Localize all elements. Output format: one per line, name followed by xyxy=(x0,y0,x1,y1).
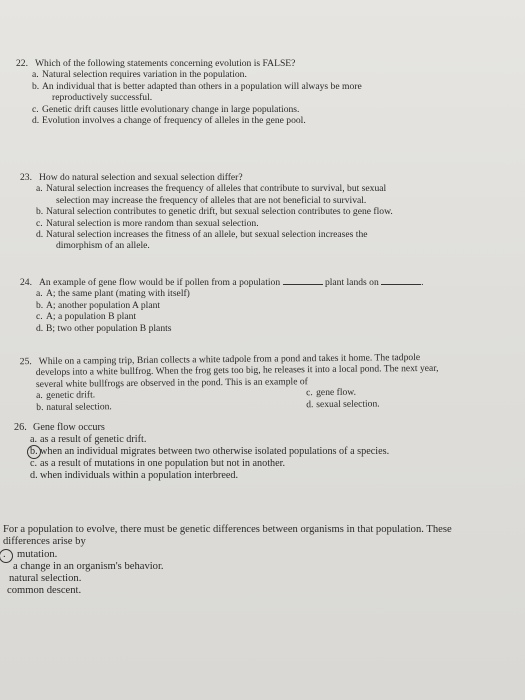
option-a[interactable]: a. Natural selection requires variation in the population. xyxy=(32,69,247,81)
option-a[interactable]: a. A; the same plant (mating with itself) xyxy=(36,288,190,300)
option-d[interactable]: d. sexual selection. xyxy=(306,398,380,410)
option-b[interactable]: b. when an individual migrates between two otherwise isolated populations of a species. xyxy=(14,446,389,458)
question-number: 25. xyxy=(19,356,32,368)
question-stem-part1: An example of gene flow would be if pollen from a population xyxy=(39,277,281,288)
option-d[interactable]: d. when individuals within a population interbreed. xyxy=(30,470,239,481)
option-c[interactable]: c. A; a population B plant xyxy=(36,311,137,323)
option-a[interactable]: a. as a result of genetic drift. xyxy=(30,434,147,445)
answer-blank-2[interactable] xyxy=(381,276,421,285)
question-27 xyxy=(3,524,452,598)
question-24: 24. An example of gene flow would be if pollen from a population plant lands on . a. A; the same plant (mating with itself) b. A; another population A plant c. A; a population B plant d. B; two other population B plants xyxy=(20,277,424,334)
option-a[interactable]: . mutation. xyxy=(3,549,452,561)
answer-blank-1[interactable] xyxy=(283,276,323,285)
option-b[interactable]: a change in an organism's behavior. xyxy=(13,560,164,572)
option-c[interactable]: c. as a result of mutations in one population but not in another. xyxy=(30,458,286,469)
option-b[interactable]: b. A; another population A plant xyxy=(36,299,161,311)
option-a[interactable]: a. Natural selection increases the frequency of alleles that contribute to survival, but sexual xyxy=(36,183,387,195)
question-stem-line-2: develops into a white bullfrog. When the frog gets too big, he releases it into a local pond. The next year, xyxy=(35,363,439,379)
answer-circle-mark xyxy=(0,549,13,563)
question-stem: Gene flow occurs xyxy=(33,422,105,433)
option-c[interactable]: c. Natural selection is more random than sexual selection. xyxy=(36,217,259,229)
option-d[interactable]: d. B; two other population B plants xyxy=(36,322,172,334)
question-23 xyxy=(20,172,393,252)
option-b[interactable]: b. Natural selection contributes to genetic drift, but sexual selection contributes to gene flow. xyxy=(36,206,393,218)
option-a-continued: selection may increase the frequency of alleles that are not beneficial to survival. xyxy=(56,194,367,206)
option-d-continued: dimorphism of an allele. xyxy=(56,240,150,252)
option-c[interactable]: c. gene flow. xyxy=(306,386,357,399)
option-c[interactable]: c. Genetic drift causes little evolutionary change in large populations. xyxy=(32,103,300,115)
question-stem-line-1: For a population to evolve, there must be genetic differences between organisms in that population. These xyxy=(3,524,452,535)
question-number: 26. xyxy=(14,422,27,433)
option-a[interactable]: a. genetic drift. xyxy=(36,389,96,402)
question-stem-line-2: differences arise by xyxy=(3,536,86,548)
option-b[interactable]: b. natural selection. xyxy=(36,400,112,413)
question-number: 23. xyxy=(20,172,32,183)
question-stem-part2: plant lands on xyxy=(324,277,379,288)
question-stem-line-1: While on a camping trip, Brian collects a white tadpole from a pond and takes it home. The tadpole xyxy=(38,352,421,367)
option-d[interactable]: d. Natural selection increases the fitness of an allele, but sexual selection increases the xyxy=(36,229,368,241)
question-number: 22. xyxy=(16,58,28,69)
question-22 xyxy=(16,58,362,126)
option-b-continued: reproductively successful. xyxy=(52,92,153,104)
question-stem: Which of the following statements concerning evolution is FALSE? xyxy=(35,58,296,69)
question-stem: How do natural selection and sexual selection differ? xyxy=(39,172,243,183)
question-number: 24. xyxy=(20,277,32,288)
question-25 xyxy=(20,352,439,413)
option-b[interactable]: b. An individual that is better adapted than others in a population will always be more xyxy=(32,80,362,92)
option-c[interactable]: natural selection. xyxy=(9,573,82,585)
option-d[interactable]: common descent. xyxy=(7,585,82,597)
option-d[interactable]: d. Evolution involves a change of frequency of alleles in the gene pool. xyxy=(32,115,306,127)
question-26 xyxy=(14,422,389,482)
question-stem-line-3: several white bullfrogs are observed in the pond. This is an example of xyxy=(35,375,308,390)
